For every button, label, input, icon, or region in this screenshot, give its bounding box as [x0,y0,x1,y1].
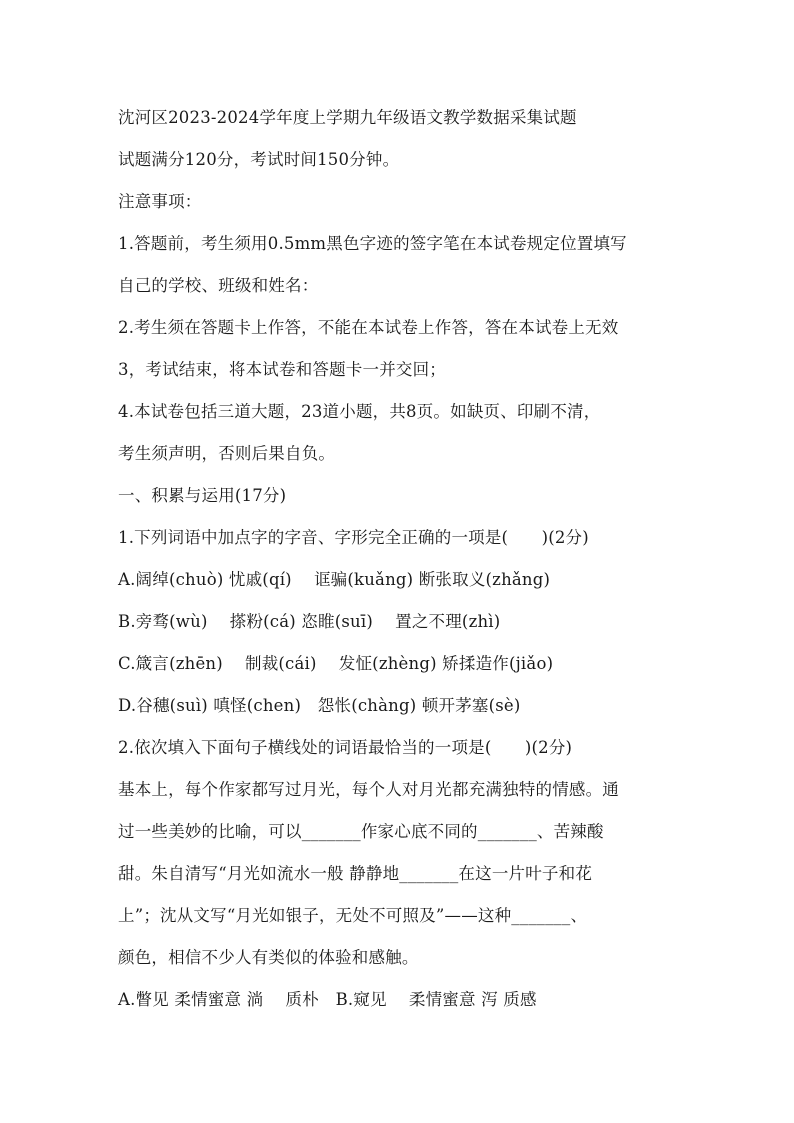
score-time-info: 试题满分120分，考试时间150分钟。 [118,150,400,169]
question-2-passage-line-1: 基本上，每个作家都写过月光，每个人对月光都充满独特的情感。通 [118,780,619,799]
question-1-option-a: A.阔绰(chuò) 忧戚(qí) 诓骗(kuǎng) 断张取义(zhǎng) [118,570,551,589]
note-4-line-2: 考生须声明，否则后果自负。 [118,444,336,463]
question-2-passage-line-4: 上”；沈从文写“月光如银子，无处不可照及”——这种_______、 [118,906,588,925]
notes-heading: 注意事项： [118,192,202,211]
exam-title: 沈河区2023-2024学年度上学期九年级语文教学数据采集试题 [118,108,577,127]
note-4-line-1: 4.本试卷包括三道大题，23道小题，共8页。如缺页、印刷不清， [118,402,601,421]
note-2: 2.考生须在答题卡上作答，不能在本试卷上作答，答在本试卷上无效 [118,318,619,337]
question-2-passage-line-5: 颜色，相信不少人有类似的体验和感触。 [118,948,419,967]
question-1-option-d: D.谷穗(suì) 嗔怪(chen) 怨怅(chàng) 顿开茅塞(sè) [118,696,521,715]
question-1-option-c: C.箴言(zhēn) 制裁(cái) 发怔(zhèng) 矫揉造作(jiǎo) [118,654,554,673]
question-2-options-ab: A.瞥见 柔情蜜意 淌 质朴 B.窥见 柔情蜜意 泻 质感 [118,990,537,1009]
note-1-line-1: 1.答题前，考生须用0.5mm黑色字迹的签字笔在本试卷规定位置填写 [118,234,627,253]
question-2-stem: 2.依次填入下面句子横线处的词语最恰当的一项是( )(2分) [118,738,573,757]
note-1-line-2: 自己的学校、班级和姓名： [118,276,319,295]
question-2-passage-line-2: 过一些美妙的比喻，可以_______作家心底不同的_______、苦辣酸 [118,822,604,841]
question-1-option-b: B.旁骛(wù) 搽粉(cá) 恣睢(suī) 置之不理(zhì) [118,612,501,631]
note-3: 3，考试结束，将本试卷和答题卡一并交回； [118,360,446,379]
question-1-stem: 1.下列词语中加点字的字音、字形完全正确的一项是( )(2分) [118,528,589,547]
section-1-heading: 一、积累与运用(17分) [118,486,287,505]
question-2-passage-line-3: 甜。朱自清写“月光如流水一般 静静地_______在这一片叶子和花 [118,864,593,883]
